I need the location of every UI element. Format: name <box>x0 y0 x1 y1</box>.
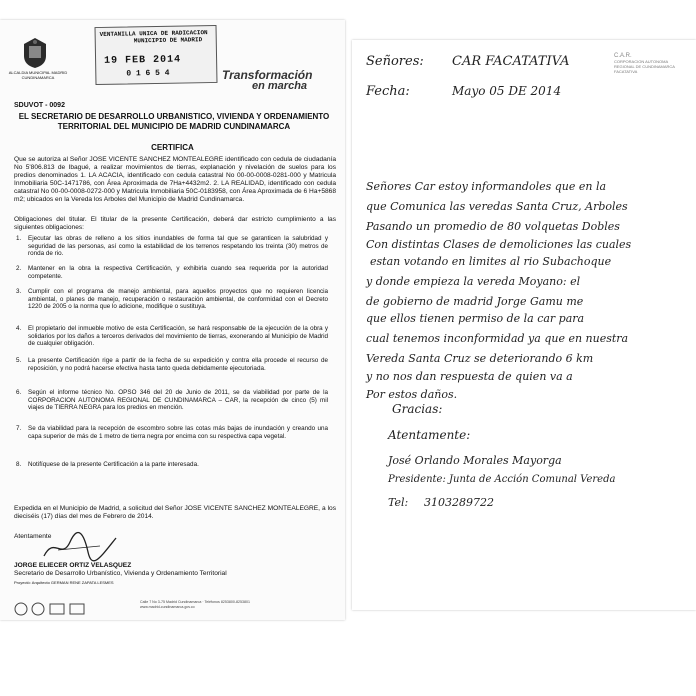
handwritten-letter-page <box>352 40 696 610</box>
brand-line-2: en marcha <box>252 80 308 92</box>
letter-body-line: cual tenemos inconformidad ya que en nuestra <box>366 332 629 345</box>
phone-label: Tel: <box>388 496 409 509</box>
stamp-date: 19 FEB 2014 <box>104 54 182 67</box>
certificate-page <box>0 20 345 620</box>
reference-code: SDUVOT - 0092 <box>14 102 65 109</box>
letter-date: Mayo 05 DE 2014 <box>452 84 562 98</box>
car-stamp-title: C.A.R. <box>614 53 632 59</box>
letter-body-line: y donde empieza la vereda Moyano: el <box>366 275 581 288</box>
car-stamp-line: CORPORACION AUTONOMA <box>614 59 669 64</box>
obligation-text: Mantener en la obra la respectiva Certificación, y exhibirla cuando sea requerida por la autoridad competente. <box>28 265 328 280</box>
footer-line-2: www.madrid-cundinamarca.gov.co <box>140 605 195 609</box>
obligation-text: Notifíquese de la presente Certificación a la parte interesada. <box>28 461 199 468</box>
letter-body-line: que ellos tienen permiso de la car para <box>366 312 585 325</box>
stamp-line-2: MUNICIPIO DE MADRID <box>133 36 203 45</box>
sender-role: Presidente: Junta de Acción Comunal Vereda <box>388 474 616 485</box>
obligation-number: 2. <box>16 265 22 272</box>
obligation-number: 4. <box>16 325 22 332</box>
letter-signoff: Atentamente: <box>388 428 471 442</box>
obligation-text: La presente Certificación rige a partir de la fecha de su expedición y contra ella procede el recurso de reposición, y no podrá hacerse efectiva hasta tanto queda debidamente ejecutoriada. <box>28 357 328 372</box>
letter-body-line: Con distintas Clases de demoliciones las cuales <box>366 238 632 251</box>
municipal-crest-icon <box>20 36 50 70</box>
brand-line-1: Transformación <box>222 68 313 82</box>
signature-scribble-icon <box>40 530 120 562</box>
letter-thanks: Gracias: <box>392 402 443 416</box>
obligation-number: 5. <box>16 357 22 364</box>
sender-name: José Orlando Morales Mayorga <box>388 454 562 467</box>
stamp-line-1: VENTANILLA UNICA DE RADICACION <box>99 29 208 38</box>
obligation-text: Ejecutar las obras de relleno a los sitios inundables de forma tal que se garanticen la salubridad y seguridad de las personas, así como la estabilidad de los terrenos respetando los treinta (30) metros de ronda de rio. <box>28 235 328 258</box>
prepared-by: Proyectó: Arquitecto GERMAN RENE ZAPATA LESMES <box>14 580 114 585</box>
obligation-number: 7. <box>16 425 22 432</box>
obligation-text: Según el informe técnico No. OPSO 346 del 20 de Junio de 2011, se da viabilidad por parte de la CORPORACION AUTONOMA REGIONAL DE CUNDINAMARCA – CAR, la recepción de cinco (5) mil viajes de TIERRA NEGRA para los predios en mención. <box>28 389 328 412</box>
obligation-number: 8. <box>16 461 22 468</box>
obligation-number: 1. <box>16 235 22 242</box>
date-label: Fecha: <box>366 84 410 99</box>
document-footer <box>140 600 330 610</box>
recipient: CAR FACATATIVA <box>452 54 570 69</box>
car-stamp-line: FACATATIVA <box>614 69 638 74</box>
letter-body-line: Vereda Santa Cruz se deteriorando 6 km <box>366 352 594 365</box>
stamp-number: 0 1 6 5 4 <box>126 68 170 79</box>
footer-line-1: Calle 7 No 3-75 Madrid Cundinamarca · Teléfonos 8253800-8253801 <box>140 600 251 604</box>
filing-stamp <box>95 25 218 85</box>
heading-line-1: EL SECRETARIO DE DESARROLLO URBANISTICO, VIVIENDA Y ORDENAMIENTO <box>18 112 330 121</box>
letter-body-line: de gobierno de madrid Jorge Gamu me <box>366 295 584 308</box>
phone-number: 3103289722 <box>424 496 494 509</box>
signer-name: JORGE ELIECER ORTIZ VELASQUEZ <box>14 562 132 569</box>
obligation-number: 6. <box>16 389 22 396</box>
crest-caption: ALCALDIA MUNICIPAL MADRID CUNDINAMARCA <box>8 70 68 80</box>
letter-body-line: estan votando en limites al rio Subachoque <box>370 255 612 268</box>
signer-title: Secretario de Desarrollo Urbanístico, Vivienda y Ordenamiento Territorial <box>14 570 227 577</box>
obligation-number: 3. <box>16 288 22 295</box>
obligation-text: El propietario del inmueble motivo de esta Certificación, se hará responsable de la ejecución de la obra y solidarios por los daños a terceros derivados del movimiento de tierras, exonerando al Municipio de Madrid de cualquier obligación. <box>28 325 328 348</box>
car-receipt-stamp <box>614 54 694 74</box>
closing-paragraph: Expedida en el Municipio de Madrid, a solicitud del Señor JOSE VICENTE SANCHEZ MONTEALEGRE, a los dieciséis (17) días del mes de Febrero de 2014. <box>14 505 336 520</box>
letter-body-line: Pasando un promedio de 80 volquetas Dobles <box>366 220 620 233</box>
recipient-label: Señores: <box>366 54 424 69</box>
obligations-intro: Obligaciones del titular. El titular de la presente Certificación, deberá dar estricto cumplimiento a las siguientes obligaciones: <box>14 216 336 231</box>
letter-body-line: Señores Car estoy informandoles que en la <box>366 180 607 193</box>
signoff: Atentamente <box>14 533 52 540</box>
obligation-text: Se da viabilidad para la recepción de escombro sobre las cotas más bajas de inundación y creando una capa superior de más de 1 metro de tierra negra por encima con su respectiva capa vegetal. <box>28 425 328 440</box>
heading-line-2: TERRITORIAL DEL MUNICIPIO DE MADRID CUNDINAMARCA <box>57 121 291 131</box>
car-stamp-line: REGIONAL DE CUNDINAMARCA <box>614 64 675 69</box>
transformation-logo <box>222 70 312 92</box>
letter-body-line: y no nos dan respuesta de quien va a <box>366 370 573 383</box>
issuer-heading <box>14 112 334 131</box>
intro-paragraph: Que se autoriza al Señor JOSE VICENTE SANCHEZ MONTEALEGRE identificado con cedula de ciudadanía No 5'806.813 de Ibagué, a realizar movimientos de tierras, explanación y nivelación de suelos para los predios denominados 1. LA ACACIA, identificado con cedula catastral No 00-00-0008-0281-000 y Matricula Inmobiliaria 50C-1471786, con Área Aproximada de 7Ha+4432m2. 2. LA REALIDAD, identificado con cedula catastral No 00-00-0008-0272-000 y Matricula Inmobiliaria 50C-0183958, con Área Aproximada de 6 Ha+5868 m2; ubicados en la Vereda los Arboles del Municipio de Madrid Cundinamarca. <box>14 156 337 203</box>
document-title: CERTIFICA <box>151 143 194 152</box>
letter-body-line: Por estos daños. <box>366 388 458 401</box>
letter-body-line: que Comunica las veredas Santa Cruz, Arboles <box>366 200 628 213</box>
obligation-text: Cumplir con el programa de manejo ambiental, para aquellos proyectos que no requieren licencia ambiental, o planes de manejo, recuperación o restauración ambiental, de conformidad con el Decreto 1220 de 2005 o la norma que lo adicione, modifique o sustituya. <box>28 288 328 311</box>
